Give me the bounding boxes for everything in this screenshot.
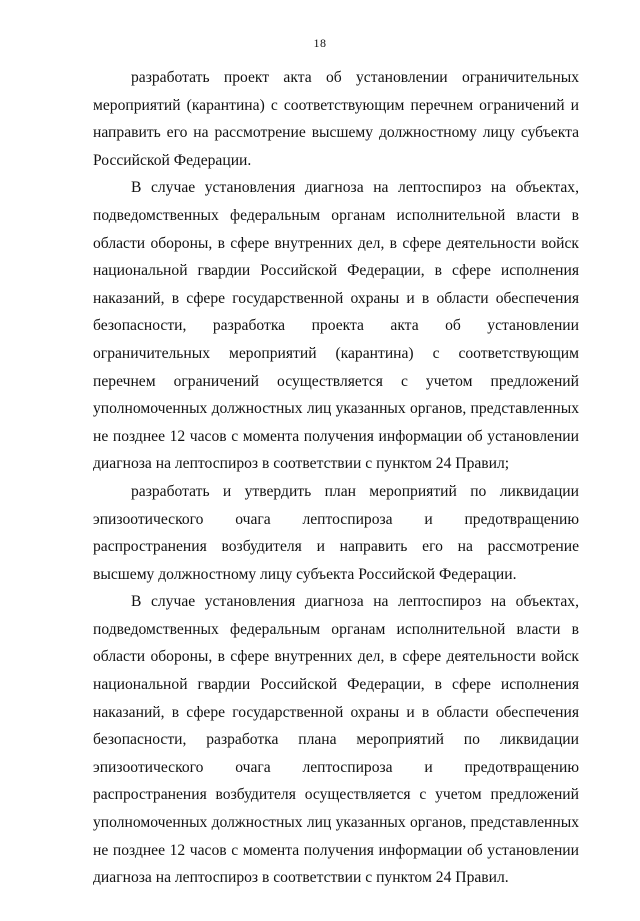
- page-number: 18: [313, 36, 327, 50]
- paragraph-draft-quarantine-act: разработать проект акта об установлении ограничительных мероприятий (карантина) с соответствующим перечнем ограничений и направить его на рассмотрение высшему должностному лицу субъекта Российской Федерации.: [93, 69, 579, 169]
- document-body: [93, 64, 579, 892]
- paragraph-liquidation-plan: разработать и утвердить план мероприятий по ликвидации эпизоотического очага лептоспироза и предотвращению распространения возбудителя и направить его на рассмотрение высшему должностному лицу субъекта Российской Федерации.: [93, 482, 579, 583]
- paragraph-federal-objects-plan: В случае установления диагноза на лептоспироз на объектах, подведомственных федеральным органам исполнительной власти в области обороны, в сфере внутренних дел, в сфере деятельности войск национальной гвардии Российской Федерации, в сфере исполнения наказаний, в сфере государственной охраны и в области обеспечения безопасности, разработка плана мероприятий по ликвидации эпизоотического очага лептоспироза и предотвращению распространения возбудителя осуществляется с учетом предложений уполномоченных должностных лиц указанных органов, представленных не позднее 12 часов с момента получения информации об установлении диагноза на лептоспироз в соответствии с пунктом 24 Правил.: [93, 593, 579, 887]
- paragraph-federal-objects-quarantine: В случае установления диагноза на лептоспироз на объектах, подведомственных федеральным органам исполнительной власти в области обороны, в сфере внутренних дел, в сфере деятельности войск национальной гвардии Российской Федерации, в сфере исполнения наказаний, в сфере государственной охраны и в области обеспечения безопасности, разработка проекта акта об установлении ограничительных мероприятий (карантина) с соответствующим перечнем ограничений осуществляется с учетом предложений уполномоченных должностных лиц указанных органов, представленных не позднее 12 часов с момента получения информации об установлении диагноза на лептоспироз в соответствии с пунктом 24 Правил;: [93, 179, 579, 473]
